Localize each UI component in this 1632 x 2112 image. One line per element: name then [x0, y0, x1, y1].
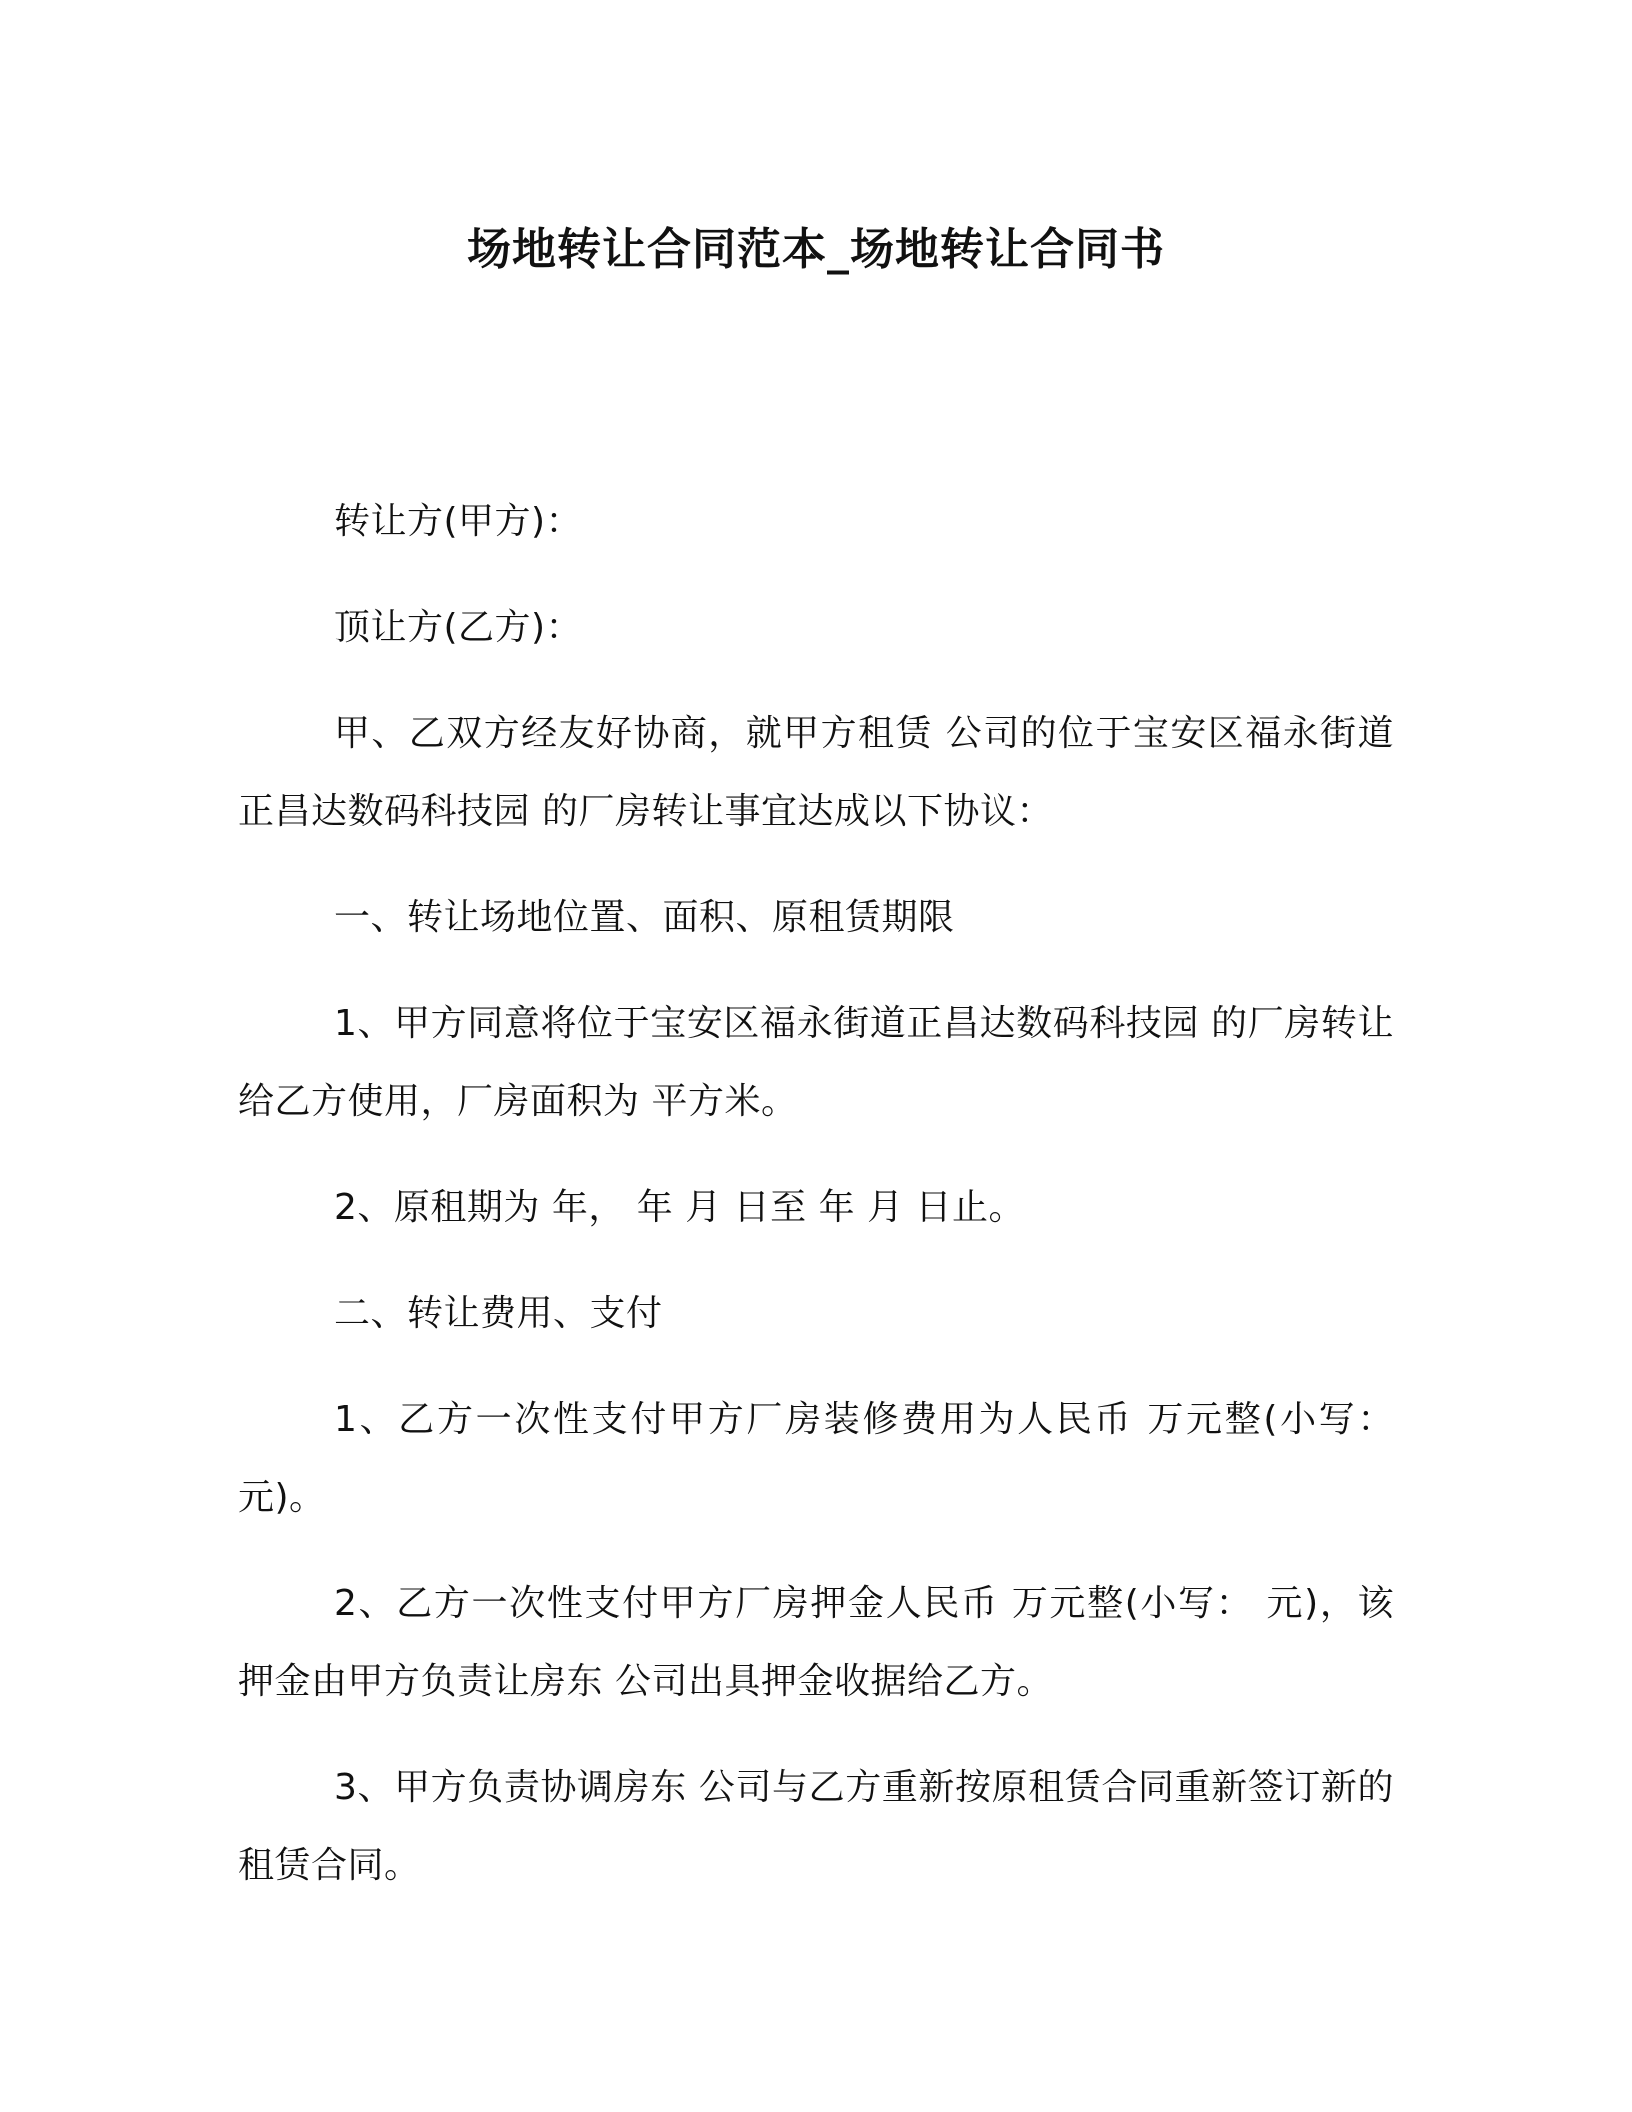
paragraph-transferee: 顶让方(乙方)：	[334, 607, 583, 648]
section-heading-2: 二、转让费用、支付	[334, 1293, 663, 1334]
section-heading-1: 一、转让场地位置、面积、原租赁期限	[334, 897, 955, 938]
paragraph-transferor: 转让方(甲方)：	[334, 501, 583, 542]
clause-1-1: 1、甲方同意将位于宝安区福永街道正昌达数码科技园 的厂房转让给乙方使用，厂房面积为 平方米。	[238, 1003, 1394, 1122]
clause-1-2: 2、原租期为 年， 年 月 日至 年 月 日止。	[334, 1187, 1026, 1228]
clause-2-1: 1、乙方一次性支付甲方厂房装修费用为人民币 万元整(小写： 元)。	[238, 1399, 1394, 1518]
paragraph-preamble: 甲、乙双方经友好协商，就甲方租赁 公司的位于宝安区福永街道正昌达数码科技园 的厂房转让事宜达成以下协议：	[238, 713, 1394, 832]
document-body	[238, 483, 1394, 1933]
document-title: 场地转让合同范本_场地转让合同书	[467, 224, 1165, 275]
clause-2-2: 2、乙方一次性支付甲方厂房押金人民币 万元整(小写： 元)，该押金由甲方负责让房东 公司出具押金收据给乙方。	[238, 1583, 1394, 1702]
clause-2-3: 3、甲方负责协调房东 公司与乙方重新按原租赁合同重新签订新的租赁合同。	[238, 1767, 1394, 1886]
